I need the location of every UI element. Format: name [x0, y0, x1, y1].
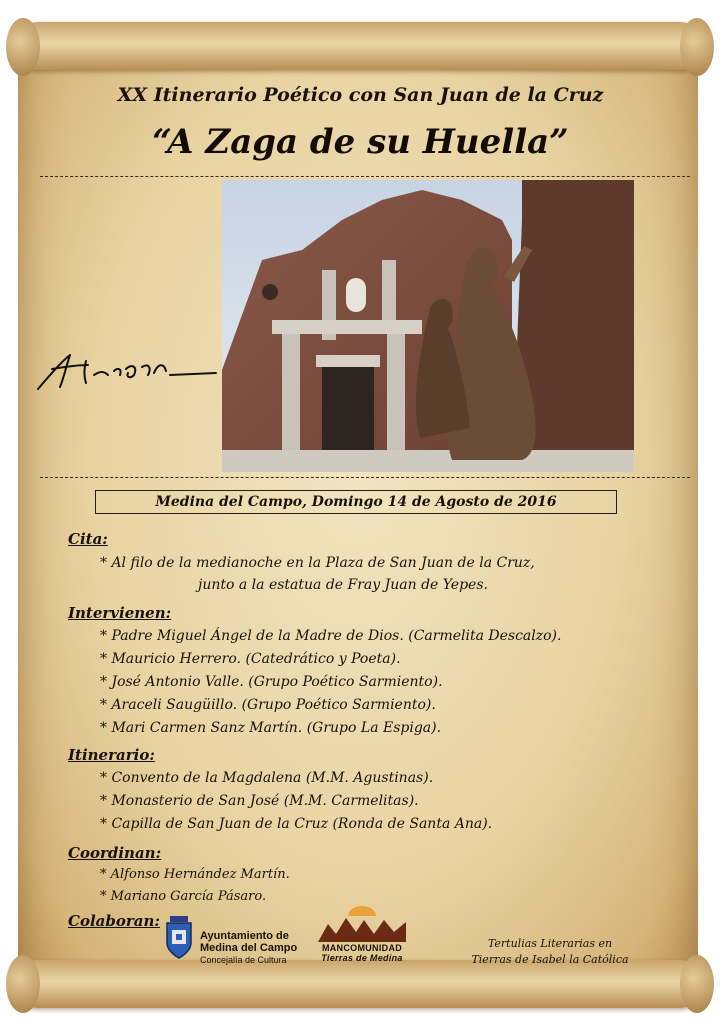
- route-item: * Capilla de San Juan de la Cruz (Ronda de Santa Ana).: [100, 816, 493, 832]
- signature-icon: [30, 345, 220, 395]
- speaker-item: * Araceli Saugüillo. (Grupo Poético Sarmiento).: [100, 697, 436, 713]
- speaker-item: * Mari Carmen Sanz Martín. (Grupo La Espiga).: [100, 720, 442, 736]
- colaboran-heading: Colaboran:: [68, 912, 160, 930]
- coordinator-item: * Alfonso Hernández Martín.: [100, 867, 290, 882]
- speaker-item: * José Antonio Valle. (Grupo Poético Sarmiento).: [100, 674, 443, 690]
- route-item: * Convento de la Magdalena (M.M. Agustinas).: [100, 770, 434, 786]
- itinerario-heading: Itinerario:: [68, 746, 155, 764]
- scroll-end-left-top: [6, 18, 40, 76]
- scroll-end-right-top: [680, 18, 714, 76]
- scroll-end-left-bottom: [6, 955, 40, 1013]
- cita-heading: Cita:: [68, 530, 108, 548]
- route-item: * Monasterio de San José (M.M. Carmelitas).: [100, 793, 419, 809]
- event-subtitle: XX Itinerario Poético con San Juan de la Cruz: [117, 84, 604, 106]
- coordinator-item: * Mariano García Pásaro.: [100, 889, 267, 904]
- tertulias-text: Tertulias Literarias en Tierras de Isabel la Católica: [471, 937, 629, 966]
- cita-line: * Al filo de la medianoche en la Plaza de San Juan de la Cruz,: [100, 555, 535, 571]
- coordinan-heading: Coordinan:: [68, 844, 162, 862]
- ayuntamiento-name: Ayuntamiento de Medina del Campo: [200, 930, 298, 954]
- speaker-item: * Padre Miguel Ángel de la Madre de Dios. (Carmelita Descalzo).: [100, 628, 562, 644]
- mancomunidad-name: MANCOMUNIDAD Tierras de Medina: [321, 943, 403, 963]
- scroll-end-right-bottom: [680, 955, 714, 1013]
- event-date: Medina del Campo, Domingo 14 de Agosto de 2016: [95, 490, 617, 514]
- divider-top: [40, 176, 690, 177]
- church-statue-photo: [222, 180, 634, 472]
- coat-of-arms-icon: [164, 916, 194, 960]
- scroll-top-roll: [14, 22, 704, 70]
- intervienen-heading: Intervienen:: [68, 604, 172, 622]
- ayuntamiento-dept: Concejalía de Cultura: [200, 955, 287, 965]
- cita-line: junto a la estatua de Fray Juan de Yepes.: [198, 577, 488, 593]
- mancomunidad-logo-icon: [318, 904, 406, 944]
- speaker-item: * Mauricio Herrero. (Catedrático y Poeta).: [100, 651, 401, 667]
- divider-middle: [40, 477, 690, 478]
- event-title: “A Zaga de su Huella”: [152, 122, 569, 162]
